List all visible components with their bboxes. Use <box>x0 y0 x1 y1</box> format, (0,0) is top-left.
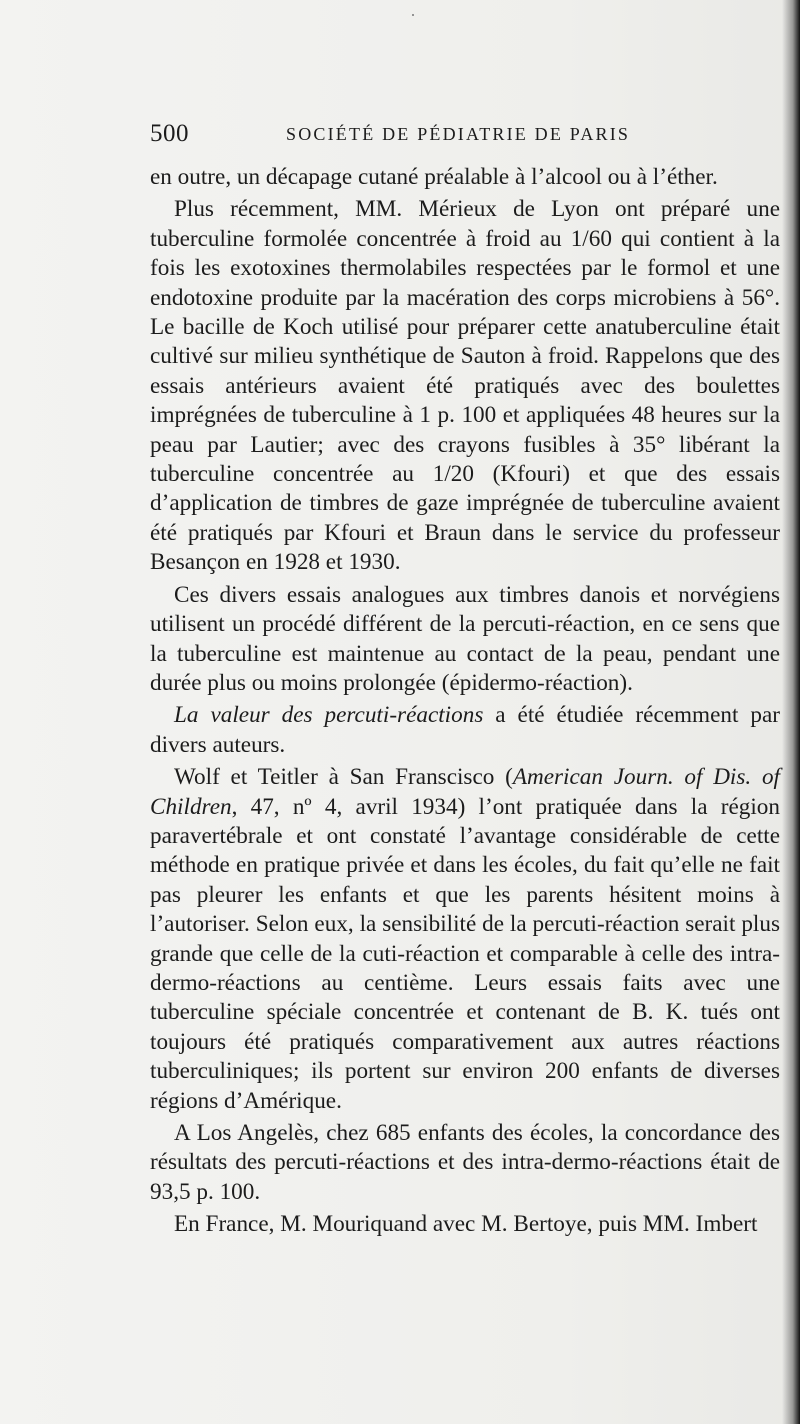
paragraph-tuberculine-formolee: Plus récemment, MM. Mérieux de Lyon ont préparé une tuberculine formolée concentrée à froid au 1/60 qui contient à la fois les exotoxines thermolabiles respectées par le formol et une endotoxine produite par la macération des corps microbiens à 56°. Le bacille de Koch utilisé pour préparer cette anatuberculine était cultivé sur milieu synthétique de Sauton à froid. Rappelons que des essais antérieurs avaient été pratiqués avec des boulettes imprégnées de tuberculine à 1 p. 100 et appliquées 48 heures sur la peau par Lautier; avec des crayons fusibles à 35° libérant la tuberculine concentrée au 1/20 (Kfouri) et que des essais d’application de timbres de gaze imprégnée de tuberculine avaient été pratiqués par Kfouri et Braun dans le service du professeur Besançon en 1928 et 1930. <box>150 196 780 576</box>
body-text <box>150 163 780 1240</box>
paragraph-continuation: en outre, un décapage cutané préalable à l’alcool ou à l’éther. <box>150 164 718 190</box>
page-header <box>150 118 786 154</box>
paragraph-wolf-teitler: Wolf et Teitler à San Franscisco (American Journ. of Dis. of Children, 47, nº 4, avril 1934) l’ont pratiquée dans la région paravertébrale et ont constaté l’avantage considérable de cette méthode en pratique privée et dans les écoles, du fait qu’elle ne fait pas pleurer les enfants et que les parents hésitent moins à l’autoriser. Selon eux, la sensibilité de la percuti-réaction serait plus grande que celle de la cuti-réaction et comparable à celle des intra-dermo-réactions au centième. Leurs essais faits avec une tuberculine spéciale concentrée et contenant de B. K. tués ont toujours été pratiqués comparativement aux autres réactions tuberculiniques; ils portent sur environ 200 enfants de diverses régions d’Amérique. <box>150 764 780 1114</box>
paragraph-france: En France, M. Mouriquand avec M. Bertoye, puis MM. Imbert <box>174 1211 758 1238</box>
print-speck <box>412 14 414 16</box>
paragraph-valeur-percuti: La valeur des percuti-réactions a été étudiée récemment par divers auteurs. <box>150 702 780 758</box>
italic-lead: La valeur des percuti-réactions <box>174 702 484 729</box>
page-edge-shadow <box>782 0 800 1424</box>
paragraph-essais-analogues: Ces divers essais analogues aux timbres danois et norvégiens utilisent un procédé différent de la percuti-réaction, en ce sens que la tuberculine est maintenue au contact de la peau, pendant une durée plus ou moins prolongée (épidermo-réaction). <box>150 581 780 696</box>
page-number: 500 <box>150 120 189 147</box>
paragraph-los-angeles: A Los Angelès, chez 685 enfants des écoles, la concordance des résultats des percuti-réactions et des intra-dermo-réactions était de 93,5 p. 100. <box>150 1120 780 1205</box>
journal-citation: American Journ. of Dis. of Children <box>150 764 780 820</box>
running-head: SOCIÉTÉ DE PÉDIATRIE DE PARIS <box>286 124 631 144</box>
